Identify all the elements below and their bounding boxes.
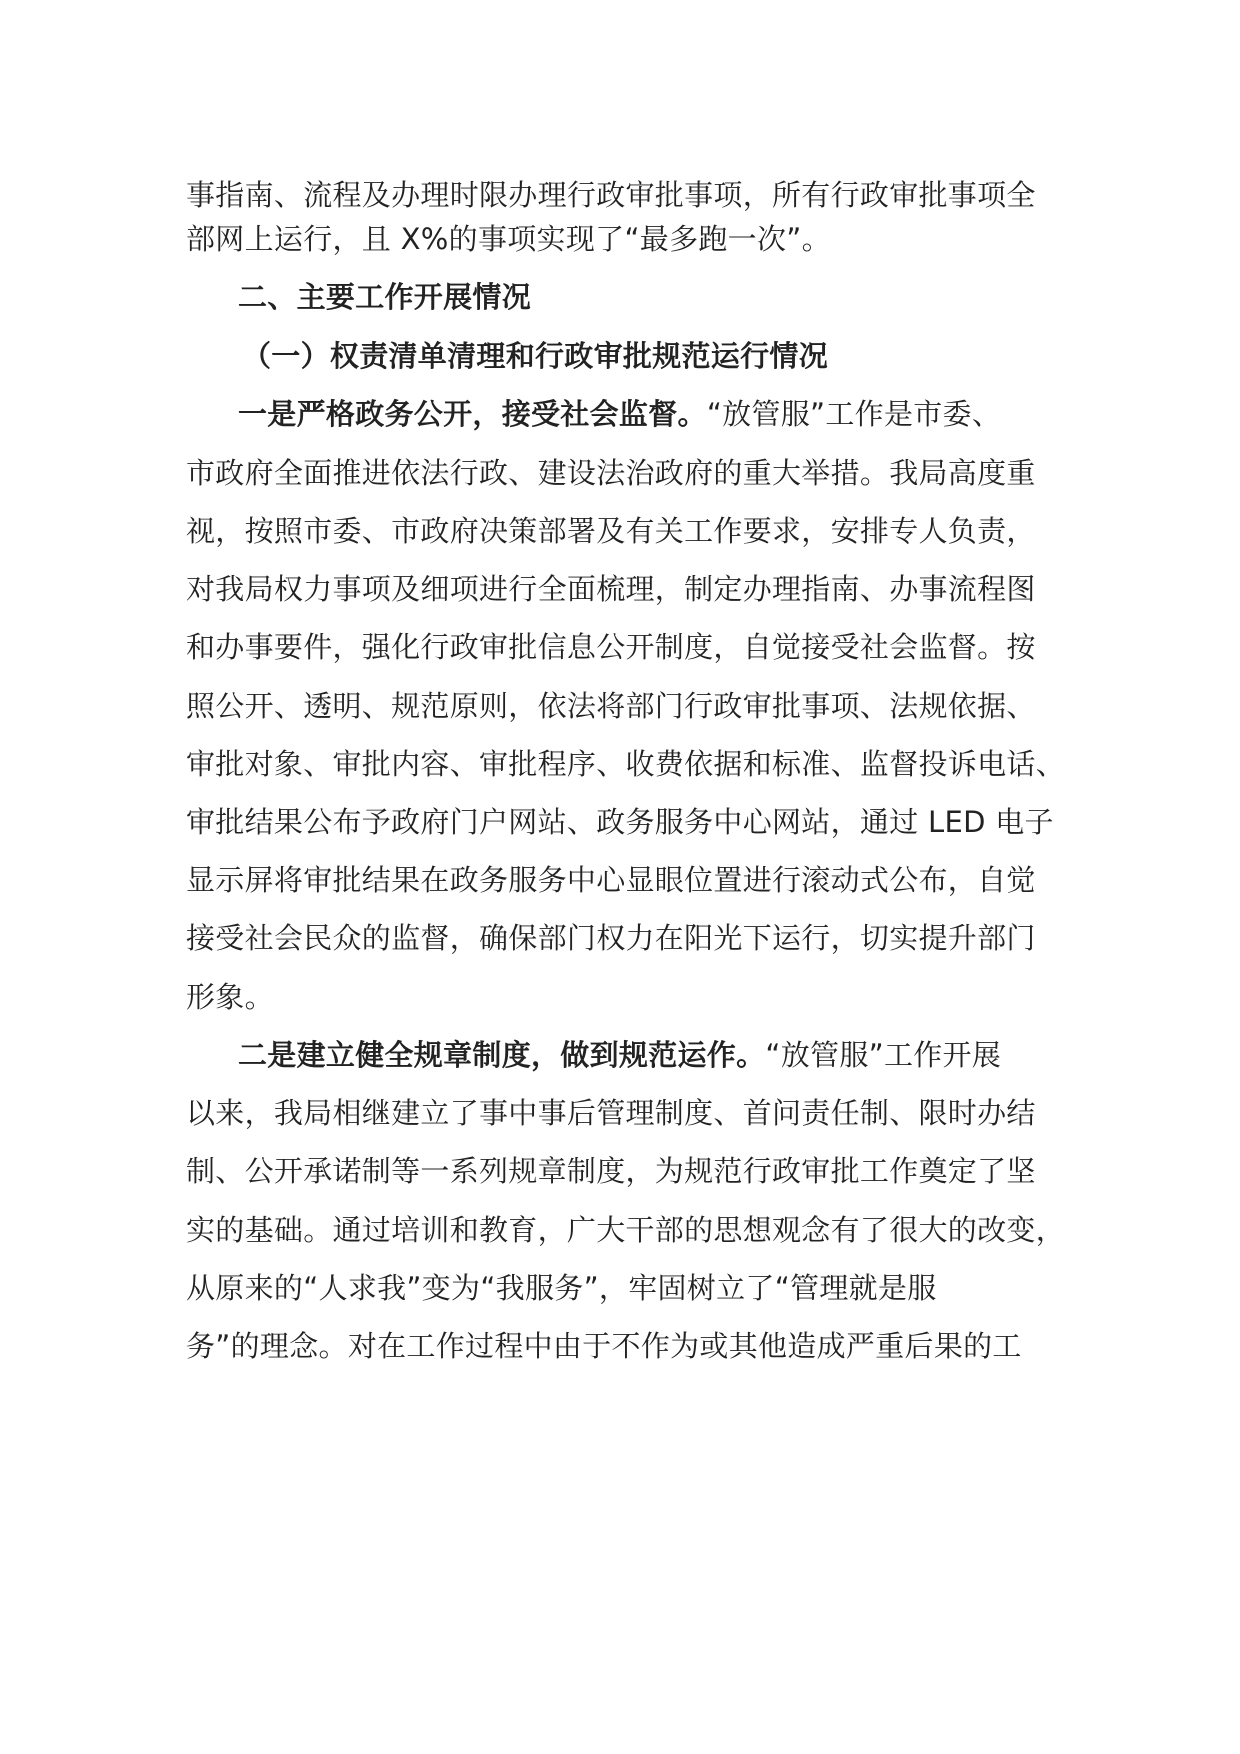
paragraph1-line: 对我局权力事项及细项进行全面梳理，制定办理指南、办事流程图 <box>186 572 1036 606</box>
paragraph2-line: 以来，我局相继建立了事中事后管理制度、首问责任制、限时办结 <box>186 1096 1036 1130</box>
paragraph2-line: 务”的理念。对在工作过程中由于不作为或其他造成严重后果的工 <box>186 1329 1022 1363</box>
paragraph1-first-line-rest: “放管服”工作是市委、 <box>706 397 1002 431</box>
paragraph1-line: 审批对象、审批内容、审批程序、收费依据和标准、监督投诉电话、 <box>186 747 1066 781</box>
paragraph2-line: 制、公开承诺制等一系列规章制度，为规范行政审批工作奠定了坚 <box>186 1154 1036 1188</box>
paragraph1-line: 视，按照市委、市政府决策部署及有关工作要求，安排专人负责， <box>186 514 1036 548</box>
intro-line-1: 事指南、流程及办理时限办理行政审批事项，所有行政审批事项全 <box>186 178 1036 212</box>
paragraph1-line: 接受社会民众的监督，确保部门权力在阳光下运行，切实提升部门 <box>186 921 1036 955</box>
paragraph1-line: 审批结果公布予政府门户网站、政务服务中心网站，通过 LED 电子 <box>186 805 1054 839</box>
intro-line-2: 部网上运行，且 X%的事项实现了“最多跑一次”。 <box>186 222 831 256</box>
paragraph1-line: 和办事要件，强化行政审批信息公开制度，自觉接受社会监督。按 <box>186 630 1036 664</box>
paragraph1-line: 市政府全面推进依法行政、建设法治政府的重大举措。我局高度重 <box>186 456 1036 490</box>
paragraph1-line: 形象。 <box>186 980 274 1014</box>
paragraph2-first-line <box>238 1022 1001 1088</box>
paragraph1-first-line <box>238 381 1001 447</box>
paragraph2-line: 从原来的“人求我”变为“我服务”，牢固树立了“管理就是服 <box>186 1271 937 1305</box>
paragraph1-line: 显示屏将审批结果在政务服务中心显眼位置进行滚动式公布，自觉 <box>186 863 1036 897</box>
subsection-heading: （一）权责清单清理和行政审批规范运行情况 <box>242 339 829 373</box>
paragraph2-lead: 二是建立健全规章制度，做到规范运作。 <box>238 1038 766 1072</box>
paragraph2-first-line-rest: “放管服”工作开展 <box>765 1038 1002 1072</box>
paragraph2-line: 实的基础。通过培训和教育，广大干部的思想观念有了很大的改变， <box>186 1213 1066 1247</box>
paragraph1-line: 照公开、透明、规范原则，依法将部门行政审批事项、法规依据、 <box>186 689 1036 723</box>
paragraph1-lead: 一是严格政务公开，接受社会监督。 <box>238 397 707 431</box>
section-heading: 二、主要工作开展情况 <box>238 280 532 314</box>
